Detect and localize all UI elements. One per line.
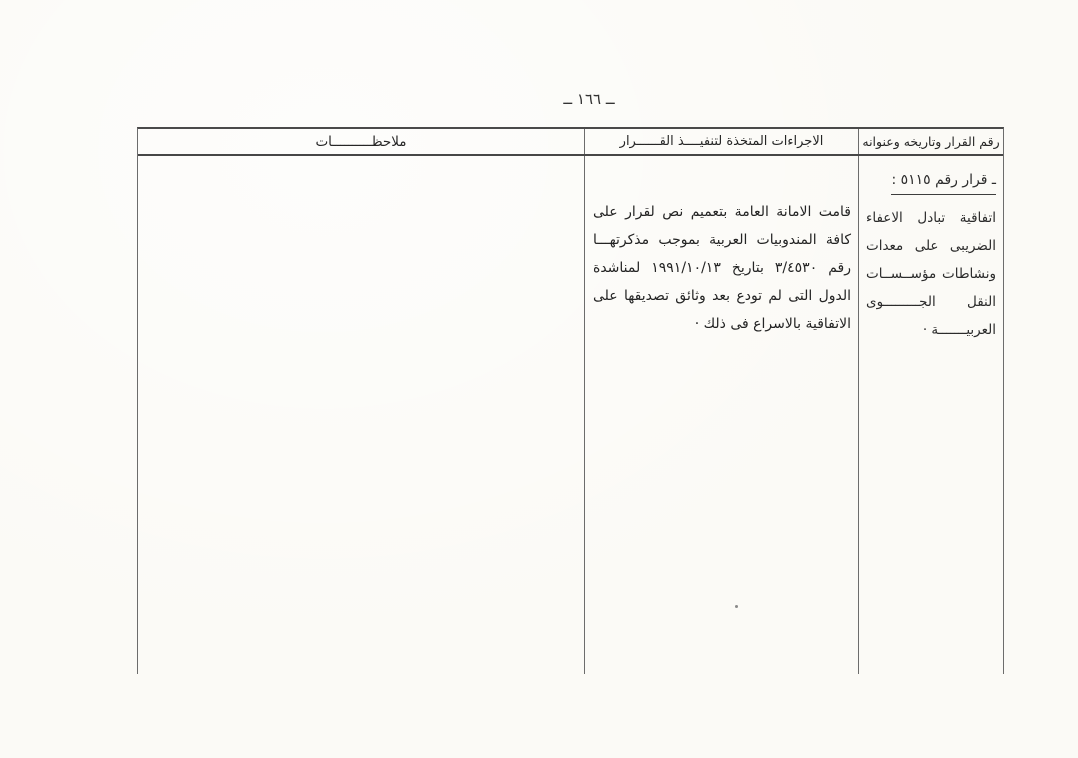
header-implementation-actions: الاجراءات المتخذة لتنفيــــذ القــــــرار xyxy=(584,129,858,154)
scan-speck xyxy=(735,605,738,608)
decision-title-line: الضريبى على معدات xyxy=(866,238,996,254)
actions-line: الاتفاقية بالاسراع فى ذلك · xyxy=(694,316,851,332)
actions-line: الدول التى لم تودع بعد وثائق تصديقها على xyxy=(593,288,851,304)
decision-number-line: ـ قرار رقم ٥١١٥ : xyxy=(891,172,996,195)
decision-title-line: النقل الجـــــــــوى xyxy=(866,294,996,310)
header-notes: ملاحظــــــــــات xyxy=(315,133,407,150)
decision-cell xyxy=(858,156,1003,674)
actions-line: كافة المندوبيات العربية بموجب مذكرتهـــا xyxy=(593,232,851,248)
actions-cell xyxy=(584,156,858,674)
table-body-row xyxy=(138,156,1003,674)
actions-line: قامت الامانة العامة بتعميم نص لقرار على xyxy=(593,204,851,220)
decision-title xyxy=(866,204,996,344)
decisions-table xyxy=(137,127,1004,674)
decision-title-line: اتفاقية تبادل الاعفاء xyxy=(866,210,996,226)
header-decision-number: رقم القرار وتاريخه وعنوانه xyxy=(858,129,1003,154)
decision-title-line: ونشاطات مؤســســات xyxy=(866,266,996,282)
decision-title-line: العربيـــــــة · xyxy=(922,322,996,338)
table-header-row xyxy=(138,129,1003,156)
actions-line: رقم ٣/٤٥٣٠ بتاريخ ١٩٩١/١٠/١٣ لمناشدة xyxy=(593,260,851,276)
notes-cell xyxy=(138,156,584,674)
page-number: ــ ١٦٦ ــ xyxy=(563,90,615,108)
